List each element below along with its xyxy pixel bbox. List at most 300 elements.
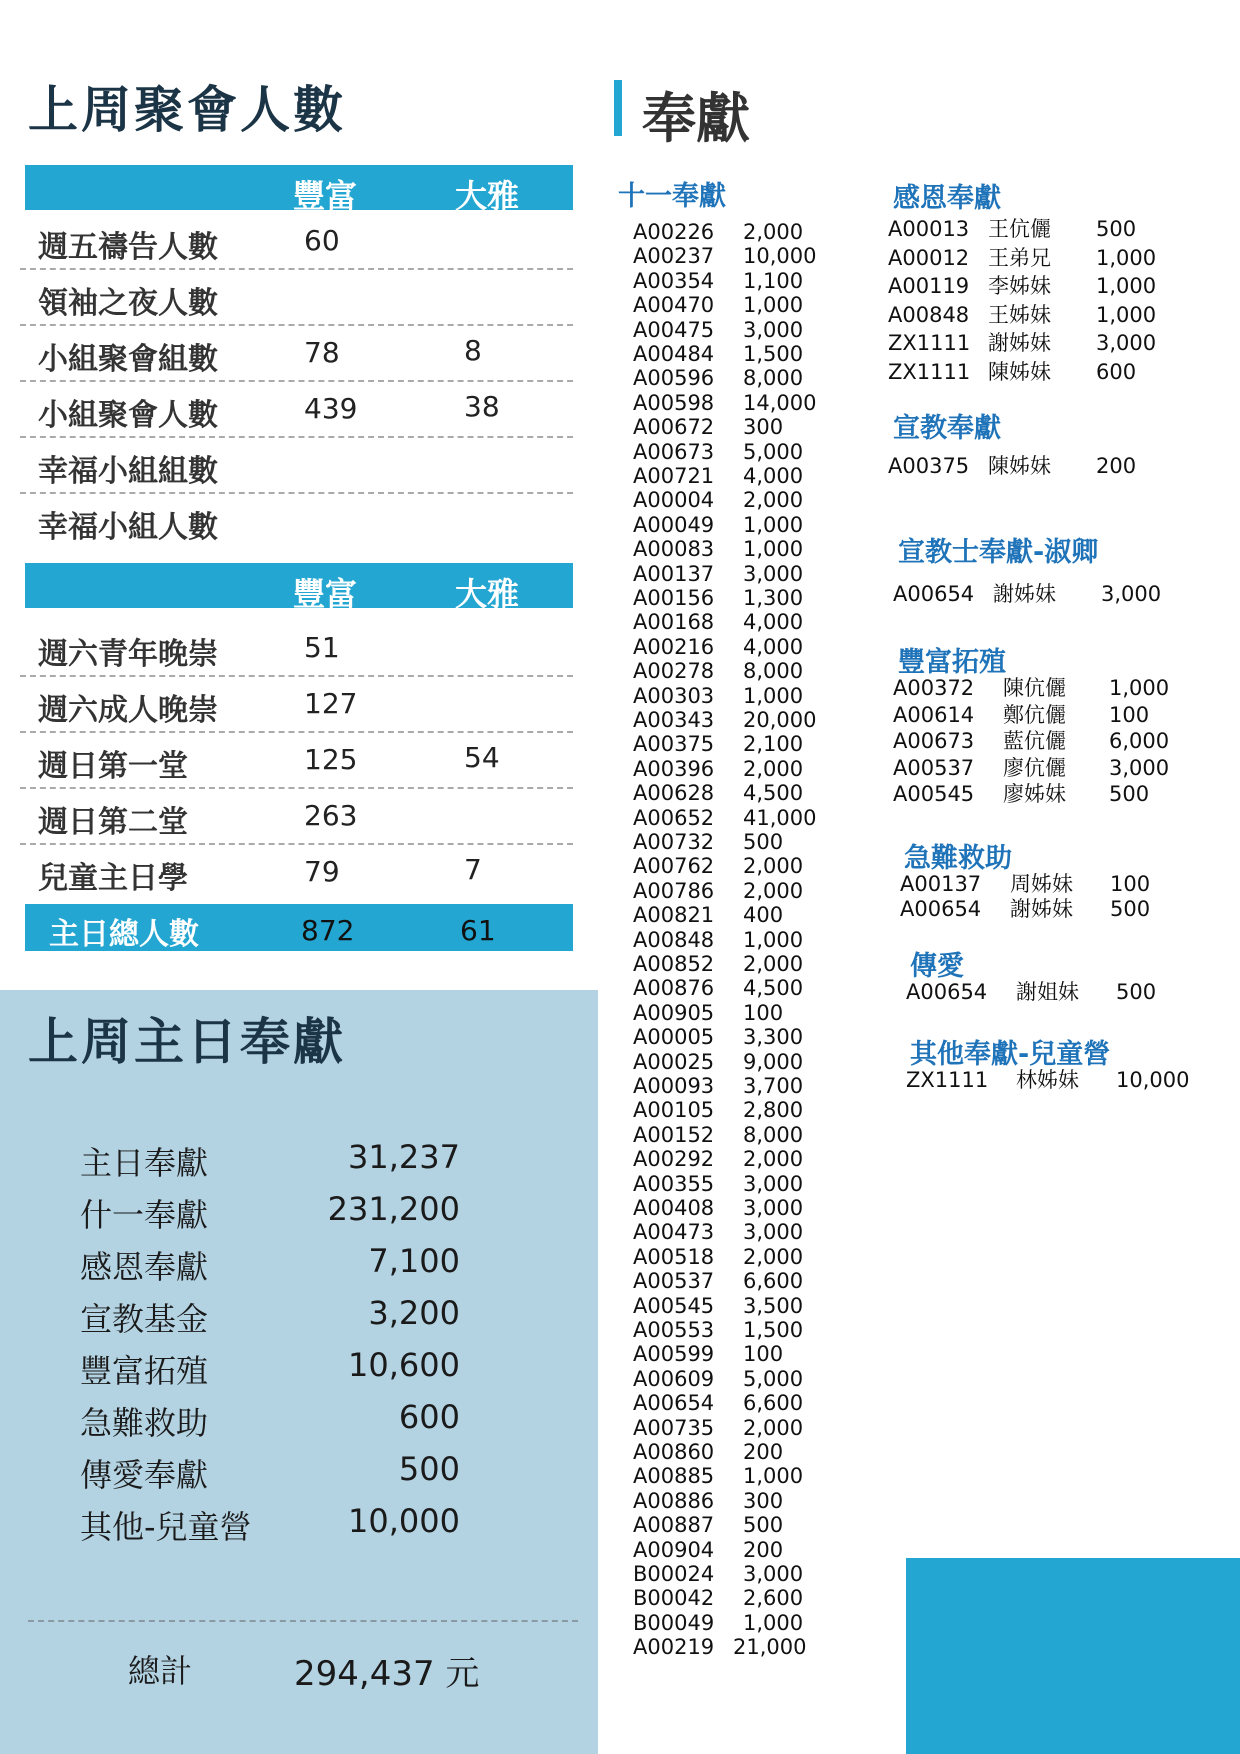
amount: 2,000 xyxy=(743,952,804,976)
row-value-fengfu: 125 xyxy=(304,743,358,776)
donor-id: A00596 xyxy=(633,366,715,391)
donor-id: A00673 xyxy=(893,729,975,754)
offering-value: 31,237 xyxy=(348,1138,460,1176)
row-label: 週五禱告人數 xyxy=(38,230,218,265)
donor-id: A00137 xyxy=(633,561,715,586)
offering-summary-row xyxy=(80,1398,460,1448)
tithe-row xyxy=(633,1342,833,1366)
attendance-row xyxy=(20,843,573,899)
offering-label: 主日奉獻 xyxy=(80,1144,209,1182)
tithe-row xyxy=(633,1611,833,1635)
donor-id: A00860 xyxy=(633,1440,715,1464)
donor-id: A00372 xyxy=(893,676,975,700)
donor-id: A00303 xyxy=(633,683,715,708)
tithe-row xyxy=(633,1123,833,1147)
donor-id: A00628 xyxy=(633,781,715,806)
donor-id: ZX1111 xyxy=(888,331,971,355)
tithe-row xyxy=(633,586,833,610)
amount: 2,000 xyxy=(743,854,804,879)
amount: 4,500 xyxy=(743,976,804,1001)
row-value-fengfu: 263 xyxy=(304,799,358,832)
donor-id: A00005 xyxy=(633,1025,715,1050)
missionary-offering-heading: 宣教士奉獻-淑卿 xyxy=(898,537,1099,568)
row-value-fengfu: 78 xyxy=(304,336,340,369)
attendance-row xyxy=(20,731,573,789)
header-col-fengfu: 豐富 xyxy=(293,177,358,215)
header-col-daya: 大雅 xyxy=(455,575,520,613)
donor-id: A00292 xyxy=(633,1147,715,1172)
attendance-row xyxy=(20,436,573,494)
tithe-heading: 十一奉獻 xyxy=(618,181,726,212)
offering-value: 600 xyxy=(398,1398,460,1436)
tithe-row xyxy=(633,757,833,781)
amount: 1,000 xyxy=(743,293,804,318)
donor-id: A00886 xyxy=(633,1488,715,1513)
donor-id: A00821 xyxy=(633,903,715,928)
tithe-row xyxy=(633,830,833,854)
offering-summary-row xyxy=(80,1138,460,1188)
amount: 3,000 xyxy=(743,1196,804,1220)
amount: 2,600 xyxy=(743,1586,804,1611)
donor-id: B00024 xyxy=(633,1562,715,1586)
amount: 9,000 xyxy=(743,1049,804,1074)
love-offering-heading: 傳愛 xyxy=(910,951,964,982)
donor-id: A00598 xyxy=(633,390,715,415)
amount: 2,000 xyxy=(743,488,804,513)
donor-id: ZX1111 xyxy=(906,1068,989,1092)
donor-id: A00355 xyxy=(633,1171,715,1196)
donor-id: A00518 xyxy=(633,1244,715,1269)
offering-label: 傳愛奉獻 xyxy=(80,1456,209,1494)
tithe-row xyxy=(633,1391,833,1415)
amount: 500 xyxy=(743,1513,784,1538)
amount: 1,300 xyxy=(743,586,804,610)
amount: 3,000 xyxy=(743,317,804,342)
offering-value: 10,000 xyxy=(348,1502,460,1540)
donor-id: A00473 xyxy=(633,1220,715,1245)
offering-summary-row xyxy=(80,1346,460,1396)
tithe-row xyxy=(633,391,833,415)
donor-name: 陳姊妹 xyxy=(988,359,1051,384)
attendance-title: 上周聚會人數 xyxy=(28,81,346,139)
donor-id: A00354 xyxy=(633,268,715,293)
donor-name: 陳伉儷 xyxy=(1003,676,1066,700)
sunday-offering-title: 上周主日奉獻 xyxy=(28,1013,346,1071)
donor-name: 王伉儷 xyxy=(988,217,1051,241)
amount: 1,000 xyxy=(743,512,804,537)
amount: 3,000 xyxy=(743,1220,804,1245)
tithe-row xyxy=(633,928,833,952)
row-value-fengfu: 51 xyxy=(304,631,340,664)
donor-id: A00278 xyxy=(633,659,715,684)
donor-id: A00673 xyxy=(633,439,715,464)
amount: 400 xyxy=(743,903,784,928)
amount: 3,000 xyxy=(1096,331,1157,355)
amount: 100 xyxy=(743,1000,784,1025)
donor-id: A00343 xyxy=(633,708,715,732)
tithe-row xyxy=(633,903,833,927)
donor-name: 王姊妹 xyxy=(988,302,1051,327)
donor-id: A00721 xyxy=(633,464,715,488)
amount: 8,000 xyxy=(743,366,804,391)
donor-id: A00156 xyxy=(633,586,715,610)
offering-total-divider xyxy=(28,1620,578,1622)
tithe-row xyxy=(633,635,833,659)
tithe-row xyxy=(633,610,833,634)
offering-title: 奉獻 xyxy=(642,87,750,150)
amount: 1,000 xyxy=(743,537,804,562)
gift-row xyxy=(900,895,1220,923)
gift-row xyxy=(906,978,1226,1006)
gift-row xyxy=(888,215,1208,243)
donor-id: A00672 xyxy=(633,415,715,440)
tithe-row xyxy=(633,1489,833,1513)
gift-row xyxy=(888,301,1208,329)
tithe-row xyxy=(633,879,833,903)
amount: 1,000 xyxy=(1096,302,1157,327)
amount: 200 xyxy=(743,1537,784,1562)
tithe-row xyxy=(633,1050,833,1074)
amount: 500 xyxy=(1110,897,1151,921)
tithe-row xyxy=(633,269,833,293)
row-label: 幸福小組人數 xyxy=(38,510,218,545)
donor-id: A00654 xyxy=(900,897,982,921)
donor-id: A00652 xyxy=(633,805,715,830)
donor-id: A00119 xyxy=(888,274,970,298)
amount: 600 xyxy=(1096,359,1137,384)
donor-id: B00049 xyxy=(633,1610,715,1635)
donor-id: A00614 xyxy=(893,702,975,727)
donor-id: A00876 xyxy=(633,976,715,1001)
tithe-row xyxy=(633,513,833,537)
amount: 3,500 xyxy=(743,1293,804,1318)
gift-row xyxy=(893,580,1213,608)
donor-id: A00545 xyxy=(633,1293,715,1318)
tithe-row xyxy=(633,244,833,268)
donor-id: A00025 xyxy=(633,1049,715,1074)
amount: 1,000 xyxy=(743,683,804,708)
donor-id: A00375 xyxy=(633,732,715,757)
tithe-row xyxy=(633,684,833,708)
row-value-fengfu: 127 xyxy=(304,687,358,720)
amount: 21,000 xyxy=(733,1635,807,1660)
amount: 3,000 xyxy=(743,561,804,586)
tithe-row xyxy=(633,1196,833,1220)
donor-id: A00553 xyxy=(633,1318,715,1342)
donor-id: A00093 xyxy=(633,1074,715,1098)
offering-value: 7,100 xyxy=(368,1242,460,1280)
tithe-row xyxy=(633,1001,833,1025)
attendance-row xyxy=(20,268,573,326)
donor-id: A00475 xyxy=(633,317,715,342)
amount: 1,000 xyxy=(743,1464,804,1489)
tithe-row xyxy=(633,220,833,244)
gift-row xyxy=(893,727,1213,755)
offering-label: 宣教基金 xyxy=(80,1300,209,1338)
amount: 2,000 xyxy=(743,1244,804,1269)
donor-id: A00599 xyxy=(633,1342,715,1367)
donor-id: A00049 xyxy=(633,512,715,537)
tithe-row xyxy=(633,1245,833,1269)
offering-summary-row xyxy=(80,1450,460,1500)
row-label: 週六青年晚崇 xyxy=(38,637,218,672)
amount: 41,000 xyxy=(743,805,817,830)
amount: 3,700 xyxy=(743,1074,804,1098)
tithe-row xyxy=(633,806,833,830)
donor-name: 廖姊妹 xyxy=(1003,782,1066,807)
donor-id: A00083 xyxy=(633,537,715,562)
donor-id: A00396 xyxy=(633,756,715,781)
donor-id: A00216 xyxy=(633,634,715,659)
donor-id: A00226 xyxy=(633,220,715,244)
amount: 1,500 xyxy=(743,342,804,366)
donor-id: A00904 xyxy=(633,1537,715,1562)
donor-id: A00852 xyxy=(633,952,715,976)
donor-id: A00137 xyxy=(900,872,982,896)
donor-name: 廖伉儷 xyxy=(1003,755,1066,780)
donor-id: A00732 xyxy=(633,830,715,854)
tithe-row xyxy=(633,1294,833,1318)
donor-id: A00545 xyxy=(893,782,975,807)
offering-label: 其他-兒童營 xyxy=(80,1508,252,1546)
tithe-row xyxy=(633,732,833,756)
church-plant-heading: 豐富拓殖 xyxy=(898,647,1006,678)
total-label: 主日總人數 xyxy=(49,917,199,952)
donor-id: A00375 xyxy=(888,454,970,478)
amount: 3,000 xyxy=(1101,582,1162,606)
row-label: 小組聚會組數 xyxy=(38,342,218,377)
row-value-fengfu: 79 xyxy=(304,855,340,888)
tithe-row xyxy=(633,1098,833,1122)
amount: 10,000 xyxy=(1116,1068,1190,1092)
donor-id: A00012 xyxy=(888,245,970,270)
amount: 500 xyxy=(1116,980,1157,1004)
tithe-row xyxy=(633,1635,833,1659)
row-value-fengfu: 60 xyxy=(304,224,340,257)
amount: 2,000 xyxy=(743,1147,804,1172)
amount: 2,800 xyxy=(743,1098,804,1123)
tithe-row xyxy=(633,1025,833,1049)
total-value-fengfu: 872 xyxy=(301,914,355,947)
row-label: 週六成人晚崇 xyxy=(38,693,218,728)
gift-row xyxy=(888,452,1208,480)
offering-title-accent-bar xyxy=(614,80,622,136)
other-offering-heading: 其他奉獻-兒童營 xyxy=(910,1039,1111,1070)
tithe-row xyxy=(633,562,833,586)
donor-name: 鄭伉儷 xyxy=(1003,702,1066,727)
donor-id: A00885 xyxy=(633,1464,715,1489)
amount: 300 xyxy=(743,415,784,440)
donor-name: 藍伉儷 xyxy=(1003,729,1066,754)
gift-row xyxy=(893,754,1213,782)
offering-summary-row xyxy=(80,1242,460,1292)
donor-name: 謝姊妹 xyxy=(993,582,1056,606)
offering-summary-row xyxy=(80,1502,460,1552)
tithe-row xyxy=(633,1269,833,1293)
row-value-daya: 8 xyxy=(464,334,482,367)
tithe-row xyxy=(633,318,833,342)
gift-row xyxy=(893,701,1213,729)
amount: 200 xyxy=(1096,454,1137,478)
amount: 4,000 xyxy=(743,634,804,659)
amount: 3,000 xyxy=(743,1171,804,1196)
amount: 2,100 xyxy=(743,732,804,757)
donor-name: 李姊妹 xyxy=(988,274,1051,298)
row-value-fengfu: 439 xyxy=(304,392,358,425)
donor-id: A00848 xyxy=(888,302,970,327)
gift-row xyxy=(888,272,1208,300)
relief-heading: 急難救助 xyxy=(904,843,1012,874)
amount: 5,000 xyxy=(743,439,804,464)
donor-id: A00537 xyxy=(893,755,975,780)
tithe-row xyxy=(633,659,833,683)
tithe-row xyxy=(633,952,833,976)
attendance-row xyxy=(20,675,573,733)
tithe-row xyxy=(633,781,833,805)
attendance-total-row xyxy=(25,904,573,951)
offering-summary-row xyxy=(80,1190,460,1240)
amount: 300 xyxy=(743,1488,784,1513)
donor-id: A00470 xyxy=(633,293,715,318)
tithe-row xyxy=(633,1074,833,1098)
amount: 1,000 xyxy=(1109,676,1170,700)
donor-id: A00654 xyxy=(893,582,975,606)
attendance-row xyxy=(20,380,573,438)
amount: 200 xyxy=(743,1440,784,1464)
donor-id: A00004 xyxy=(633,488,715,513)
amount: 3,000 xyxy=(1109,755,1170,780)
offering-total-value: 294,437 元 xyxy=(294,1654,480,1694)
amount: 6,600 xyxy=(743,1391,804,1416)
amount: 2,000 xyxy=(743,878,804,903)
tithe-row xyxy=(633,440,833,464)
donor-name: 林姊妹 xyxy=(1016,1068,1079,1092)
amount: 5,000 xyxy=(743,1366,804,1391)
attendance-row xyxy=(20,492,573,548)
donor-name: 謝姐妹 xyxy=(1016,980,1079,1004)
offering-value: 3,200 xyxy=(368,1294,460,1332)
amount: 3,300 xyxy=(743,1025,804,1050)
tithe-row xyxy=(633,488,833,512)
offering-label: 豐富拓殖 xyxy=(80,1352,209,1390)
donor-id: A00887 xyxy=(633,1513,715,1538)
tithe-row xyxy=(633,1172,833,1196)
amount: 1,000 xyxy=(1096,245,1157,270)
amount: 100 xyxy=(1110,872,1151,896)
gift-row xyxy=(888,244,1208,272)
amount: 4,000 xyxy=(743,610,804,635)
header-col-daya: 大雅 xyxy=(455,177,520,215)
amount: 1,100 xyxy=(743,268,804,293)
tithe-row xyxy=(633,1586,833,1610)
amount: 8,000 xyxy=(743,1122,804,1147)
attendance-row xyxy=(20,324,573,382)
amount: 1,000 xyxy=(1096,274,1157,298)
gift-row xyxy=(906,1066,1226,1094)
tithe-row xyxy=(633,1416,833,1440)
attendance-row xyxy=(20,212,573,270)
amount: 100 xyxy=(1109,702,1150,727)
amount: 10,000 xyxy=(743,244,817,269)
tithe-row xyxy=(633,854,833,878)
gift-row xyxy=(893,780,1213,808)
amount: 1,500 xyxy=(743,1318,804,1342)
donor-name: 陳姊妹 xyxy=(988,454,1051,478)
donor-id: A00168 xyxy=(633,610,715,635)
donor-id: A00105 xyxy=(633,1098,715,1123)
donor-id: A00762 xyxy=(633,854,715,879)
offering-label: 什一奉獻 xyxy=(80,1196,209,1234)
donor-id: A00786 xyxy=(633,878,715,903)
tithe-row xyxy=(633,1147,833,1171)
tithe-row xyxy=(633,1538,833,1562)
amount: 2,000 xyxy=(743,756,804,781)
tithe-row xyxy=(633,1562,833,1586)
amount: 1,000 xyxy=(743,927,804,952)
row-label: 兒童主日學 xyxy=(38,861,188,896)
gift-row xyxy=(893,674,1213,702)
donor-id: B00042 xyxy=(633,1586,715,1611)
thanks-offering-heading: 感恩奉獻 xyxy=(893,183,1001,214)
attendance-header-1 xyxy=(25,165,573,215)
tithe-row xyxy=(633,1367,833,1391)
gift-row xyxy=(888,358,1208,386)
amount: 6,000 xyxy=(1109,729,1170,754)
offering-label: 急難救助 xyxy=(80,1404,209,1442)
tithe-row xyxy=(633,1220,833,1244)
offering-value: 231,200 xyxy=(327,1190,460,1228)
donor-id: A00152 xyxy=(633,1122,715,1147)
row-label: 小組聚會人數 xyxy=(38,398,218,433)
amount: 20,000 xyxy=(743,708,817,732)
tithe-row xyxy=(633,537,833,561)
tithe-row xyxy=(633,1464,833,1488)
row-value-daya: 38 xyxy=(464,390,500,423)
row-label: 領袖之夜人數 xyxy=(38,286,218,321)
donor-id: A00484 xyxy=(633,342,715,366)
tithe-row xyxy=(633,1513,833,1537)
tithe-row xyxy=(633,1440,833,1464)
donor-id: A00013 xyxy=(888,217,970,241)
offering-total-label: 總計 xyxy=(128,1652,193,1690)
tithe-row xyxy=(633,976,833,1000)
donor-id: ZX1111 xyxy=(888,359,971,384)
tithe-row xyxy=(633,293,833,317)
offering-label: 感恩奉獻 xyxy=(80,1248,209,1286)
offering-summary-row xyxy=(80,1294,460,1344)
tithe-row xyxy=(633,1318,833,1342)
attendance-row xyxy=(20,787,573,845)
amount: 8,000 xyxy=(743,659,804,684)
amount: 14,000 xyxy=(743,390,817,415)
row-label: 幸福小組組數 xyxy=(38,454,218,489)
amount: 6,600 xyxy=(743,1269,804,1294)
amount: 100 xyxy=(743,1342,784,1367)
donor-id: A00654 xyxy=(633,1391,715,1416)
donor-id: A00848 xyxy=(633,927,715,952)
donor-name: 周姊妹 xyxy=(1010,872,1073,896)
donor-id: A00219 xyxy=(633,1635,715,1660)
gift-row xyxy=(900,870,1220,898)
row-label: 週日第二堂 xyxy=(38,805,188,840)
amount: 500 xyxy=(1109,782,1150,807)
donor-name: 謝姊妹 xyxy=(1010,897,1073,921)
tithe-row xyxy=(633,342,833,366)
amount: 3,000 xyxy=(743,1562,804,1586)
donor-id: A00237 xyxy=(633,244,715,269)
attendance-row xyxy=(20,619,573,677)
attendance-header-2 xyxy=(25,563,573,613)
